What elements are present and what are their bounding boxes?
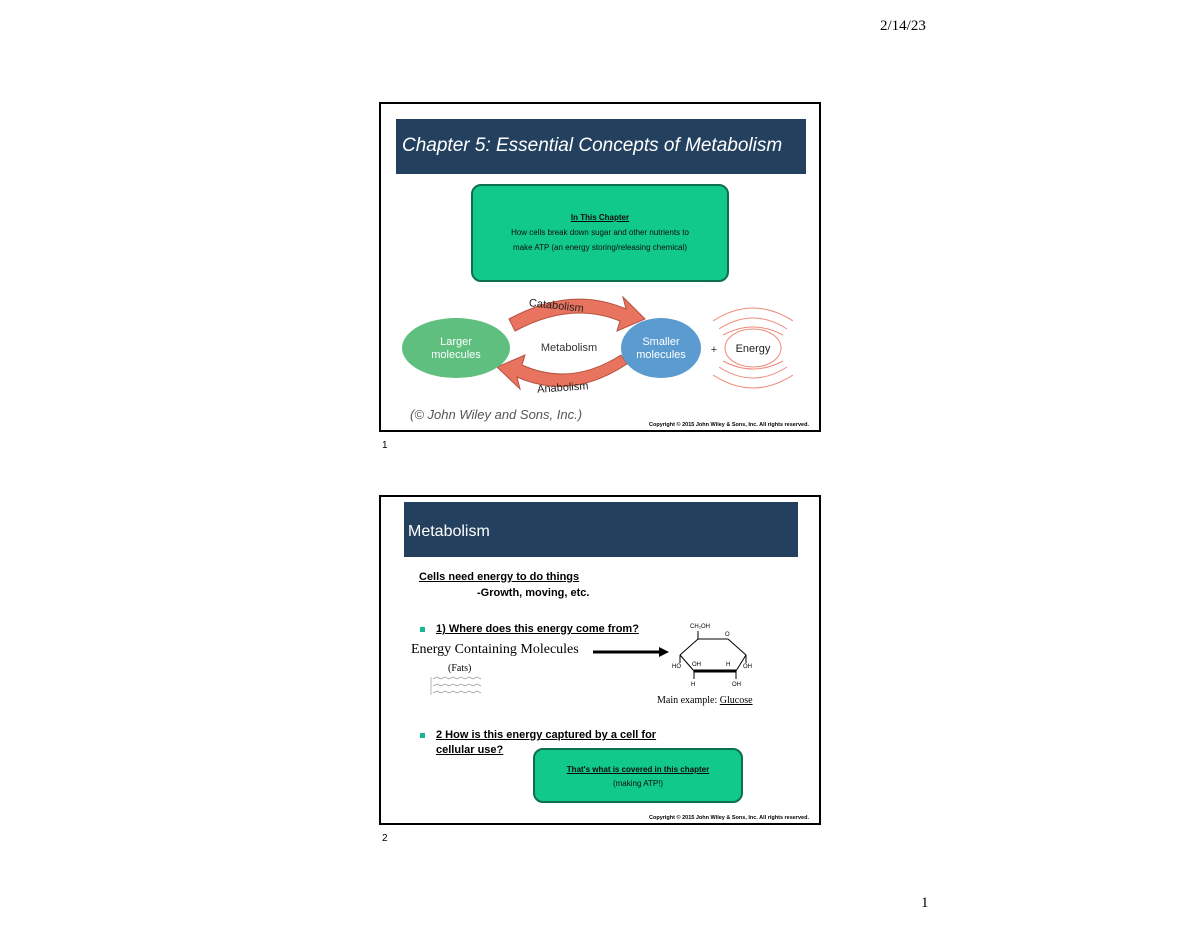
chapter-coverage-heading: That's what is covered in this chapter [566, 765, 710, 774]
glucose-oh-label: OH [743, 664, 752, 670]
chapter-summary-line: How cells break down sugar and other nutrients to [511, 228, 689, 237]
fats-label: (Fats) [448, 663, 472, 674]
slide-1 [379, 102, 821, 432]
anabolism-label: Anabolism [536, 380, 589, 396]
chapter-summary-line: make ATP (an energy storing/releasing chemical) [512, 243, 687, 252]
chapter-coverage-box [533, 748, 743, 803]
glucose-oh-label: OH [692, 662, 701, 668]
glucose-ho-label: HO [672, 664, 681, 670]
chapter-summary-heading: In This Chapter [570, 213, 630, 222]
main-example-caption [657, 695, 753, 706]
slide-title: Metabolism [404, 502, 798, 557]
chapter-summary-box [471, 184, 729, 282]
catabolism-label: Catabolism [528, 297, 585, 315]
glucose-h-label: H [691, 682, 696, 688]
metabolism-center-label: Metabolism [540, 342, 598, 354]
image-credit: (© John Wiley and Sons, Inc.) [410, 407, 583, 422]
question-2-line: 2 How is this energy captured by a cell for [436, 729, 657, 741]
smaller-molecules-label: molecules [636, 349, 686, 361]
copyright-text: Copyright © 2015 John Wiley & Sons, Inc. All rights reserved. [649, 815, 809, 821]
bullet-marker [420, 627, 425, 632]
slide-2 [379, 495, 821, 825]
question-1: 1) Where does this energy come from? [436, 623, 639, 635]
main-example-name: Glucose [719, 695, 753, 706]
slide-number: 1 [382, 440, 388, 451]
slide-title: Chapter 5: Essential Concepts of Metabolism [396, 119, 806, 174]
smaller-molecules-node [621, 318, 701, 378]
smaller-molecules-label: Smaller [642, 336, 680, 348]
glucose-o-label: O [725, 632, 730, 638]
glucose-structure-icon [666, 619, 766, 691]
intro-subtext: -Growth, moving, etc. [477, 587, 590, 599]
fatty-acid-icon [427, 675, 487, 699]
main-example-prefix: Main example: [657, 695, 720, 706]
energy-molecules-label: Energy Containing Molecules [411, 642, 579, 657]
copyright-text: Copyright © 2015 John Wiley & Sons, Inc. All rights reserved. [649, 422, 809, 428]
chapter-coverage-subtext: (making ATP!) [612, 779, 664, 788]
question-2-line: cellular use? [436, 744, 504, 756]
slide-number: 2 [382, 833, 388, 844]
page-date: 2/14/23 [880, 18, 926, 34]
energy-label: Energy [735, 343, 771, 355]
metabolism-diagram [401, 289, 806, 399]
glucose-oh-label: OH [732, 682, 741, 688]
larger-molecules-label: molecules [431, 349, 481, 361]
larger-molecules-node [402, 318, 510, 378]
arrow-right-icon [593, 647, 669, 657]
plus-sign: + [710, 344, 718, 356]
glucose-h-label: H [726, 662, 731, 668]
bullet-marker [420, 733, 425, 738]
page-number: 1 [921, 895, 929, 911]
glucose-ch2oh-label: CH₂OH [690, 624, 710, 630]
intro-heading: Cells need energy to do things [419, 571, 580, 583]
larger-molecules-label: Larger [440, 336, 472, 348]
